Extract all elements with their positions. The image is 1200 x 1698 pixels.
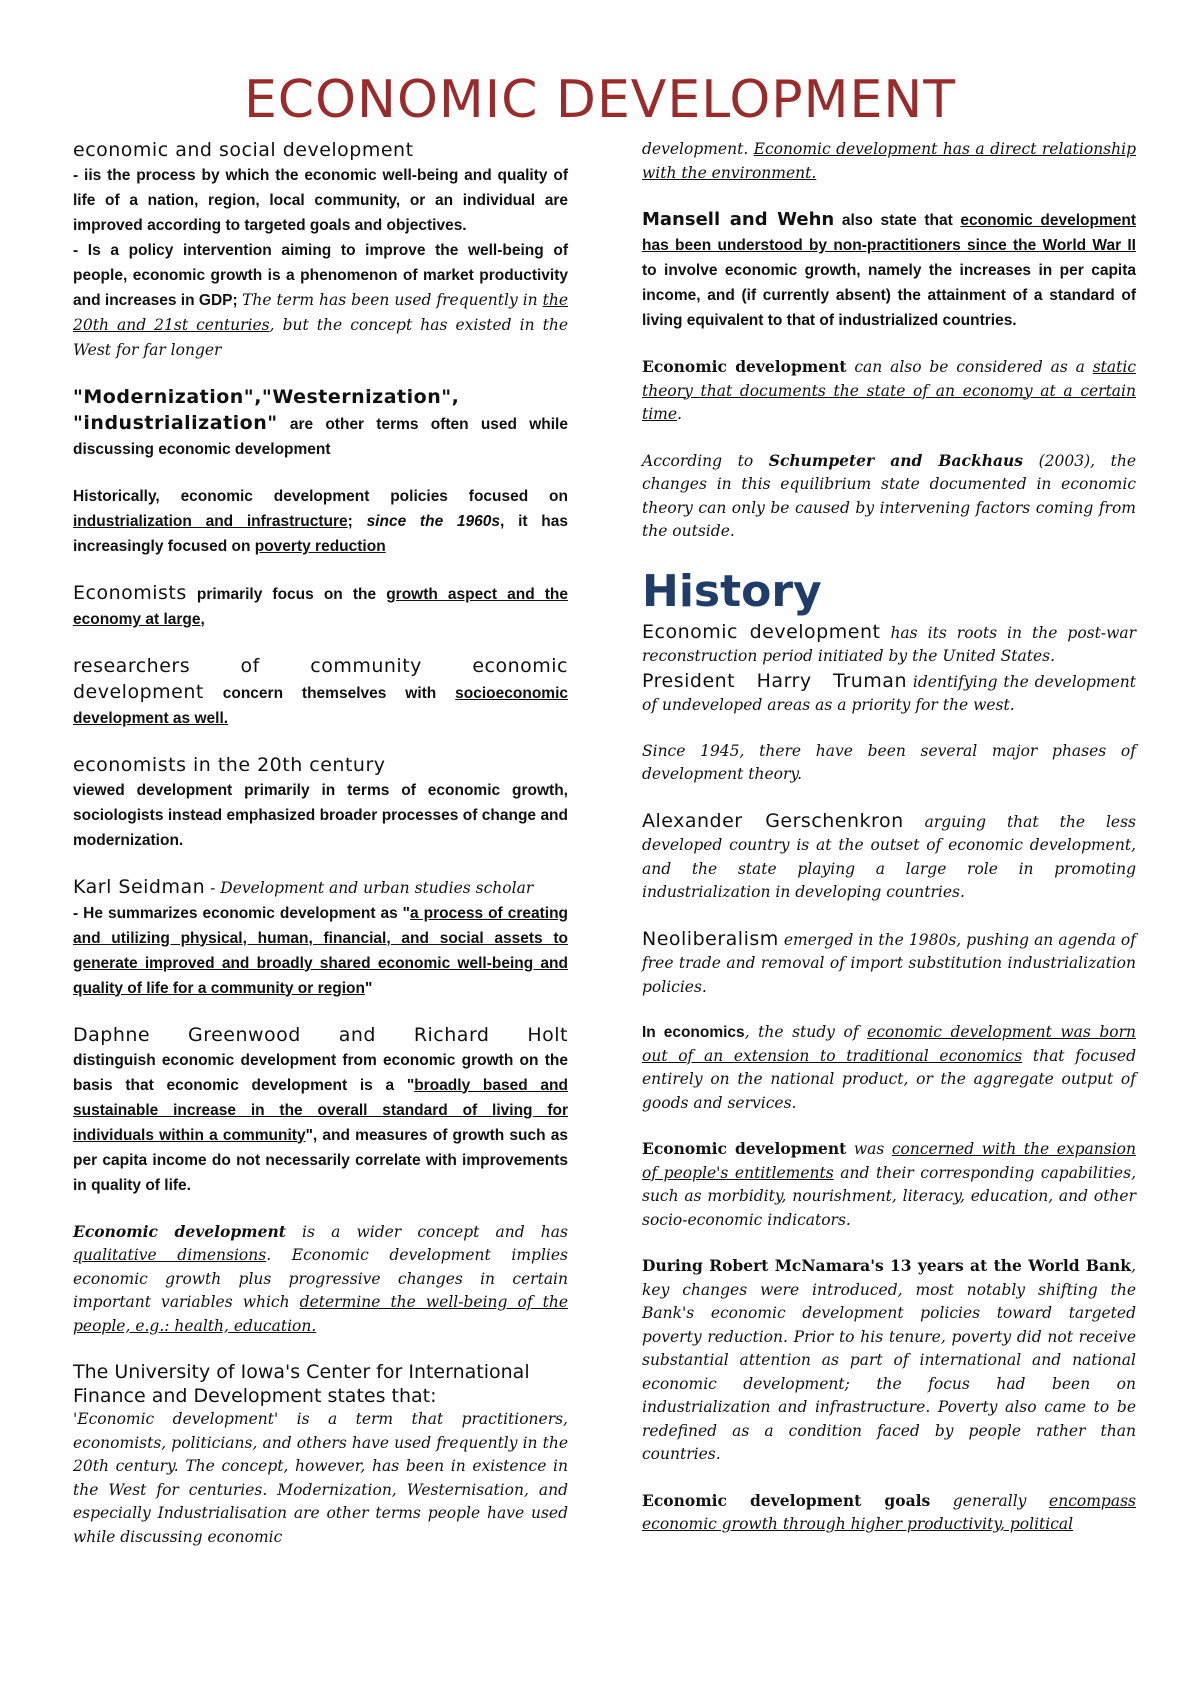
text-run: - iis the process by which the economic well-being and quality of life of a nation, region, local community, or an individual are improved according to targeted goals and objectives. [73,167,568,234]
text-run: , it has increasingly focused on [73,513,568,555]
section-iowa [73,1360,568,1549]
text-run: - Development and urban studies scholar [205,879,534,897]
history-heading: History [642,565,822,617]
section-20th-century [73,753,568,853]
paragraph [642,138,1136,185]
paragraph [73,1220,568,1339]
text-run: Economic development goals [642,1490,931,1510]
section-static-theory [642,355,1136,427]
section-heading: Economists [73,582,187,604]
text-run: can also be considered as a [846,358,1093,376]
section-wider-concept [73,1220,568,1339]
section-since-1945 [642,740,1136,787]
text-run: also state that [834,212,961,229]
section-historically [73,484,568,559]
paragraph [73,163,568,238]
text-run: Schumpeter and Backhaus [768,450,1024,470]
text-run: static theory that documents the state of an economy at a certain time [642,358,1136,423]
section-history [642,566,1136,718]
text-run: qualitative dimensions [73,1246,267,1264]
text-run: was [846,1140,892,1158]
section-heading: economists in the 20th century [73,754,386,776]
paragraph [73,385,568,462]
text-run: primarily focus on the [186,586,387,603]
paragraph [642,809,1136,905]
text-run: determine the well-being of the people, e.g.: health, education. [73,1293,569,1335]
text-run: " [364,979,373,997]
paragraph [642,1021,1136,1115]
text-run: broadly based and sustainable increase in the overall standard of living for individuals within a community [73,1076,568,1144]
text-run: (2003), the changes in this equilibrium state documented in economic theory can only be caused by intervening factors coming from the outside. [642,451,1136,540]
page-title: ECONOMIC DEVELOPMENT [243,70,957,130]
text-run: the 20th and 21st centuries [73,291,568,334]
text-run: growth aspect and the economy at large, [73,586,568,628]
text-run: identifying the development of undeveloped areas as a priority for the west. [642,672,1137,714]
text-run: Economic development has a direct relationship with the environment. [642,140,1136,182]
text-run: has its roots in the post-war reconstruction period initiated by the United States. [642,623,1136,665]
paragraph [73,654,568,731]
section-heading: Economic development [642,620,881,643]
text-run: and their corresponding capabilities, such as morbidity, nourishment, literacy, education, and other socio-economic indicators. [642,1163,1136,1229]
section-goals [642,1489,1136,1537]
paragraph [642,1254,1136,1467]
section-heading: researchers of community economic development [73,655,568,703]
text-run: distinguish economic development from economic growth on the basis that economic development is a " [73,1051,568,1094]
paragraph: 'Economic development' is a term that practitioners, economists, politicians, and others have used frequently in the 20th century. The concept, however, has been in existence in the West for centuries. Modernization, Westernisation, and especially Industrialisation are other terms people have used while discussing economic [73,1410,568,1546]
text-run: - He summarizes economic development as " [73,904,411,922]
right-column [642,138,1136,1559]
section-greenwood-holt [73,1023,568,1198]
text-run: , key changes were introduced, most notably shifting the Bank's economic development policies toward targeted poverty reduction. Prior to his tenure, poverty did not receive substantial attention as part of international and national economic development; the focus had been on industrialization and infrastructure. Poverty also came to be redefined as a condition faced by people rather than countries. [642,1257,1136,1463]
text-run: a process of creating and utilizing physical, human, financial, and social assets to generate improved and broadly shared economic well-being and quality of life for a community or region [73,904,568,997]
text-run: economic development has been understood by non-practitioners since the World War II [642,212,1137,254]
section-neoliberalism [642,927,1136,1000]
section-heading: Daphne Greenwood and Richard Holt [73,1023,568,1046]
text-run: generally [930,1491,1050,1510]
text-run: economic development was born out of an extension to traditional economics [642,1023,1137,1065]
text-run: is a wider concept and has [285,1222,568,1241]
paragraph [642,669,1136,718]
paragraph [73,484,568,559]
section-economists [73,581,568,632]
text-run: , but the concept has existed in the West for far longer [73,316,568,359]
paragraph [642,927,1136,1000]
text-run: In economics [642,1024,745,1041]
text-run: Economic development [73,1221,286,1241]
paragraph [642,207,1136,333]
text-run: are other terms often used while discussing economic development [73,416,568,458]
text-run: concern themselves with [203,685,456,702]
text-run: to involve economic growth, namely the increases in per capita income, and (if currently absent) the attainment of a standard of living equivalent to that of industrialized countries. [642,262,1136,329]
section-seidman [73,875,568,1001]
section-continued [642,138,1136,185]
paragraph [73,875,568,901]
text-run: According to [642,451,769,470]
paragraph: Since 1945, there have been several major phases of development theory. [642,741,1136,783]
section-entitlements [642,1137,1136,1232]
text-run: development. [642,140,754,158]
paragraph [73,901,568,1001]
paragraph [642,620,1136,669]
text-run: concerned with the expansion of people's entitlements [642,1140,1136,1182]
section-heading: Alexander Gerschenkron [642,809,904,832]
section-mcnamara [642,1254,1136,1467]
paragraph [642,1489,1136,1537]
paragraph [73,238,568,363]
text-run: ", and measures of growth such as per capita income do not necessarily correlate with improvements in quality of life. [73,1126,568,1194]
text-run: ; [347,513,367,530]
text-run: - Is a policy intervention aiming to improve the well-being of people, economic growth is a phenomenon of market productivity and increases in GDP; [73,242,568,309]
section-gerschenkron [642,809,1136,905]
left-column [73,138,568,1571]
text-run: During Robert McNamara's 13 years at the World Bank [642,1256,1132,1275]
section-heading: Mansell and Wehn [642,209,835,230]
paragraph [642,449,1136,544]
text-run: Economic development [642,1139,847,1158]
text-run: , the study of [744,1023,868,1041]
section-mansell-wehn [642,207,1136,333]
text-run: industrialization and infrastructure [73,513,348,530]
text-run: that focused entirely on the national product, or the aggregate output of goods and services. [642,1046,1136,1112]
text-run: emerged in the 1980s, pushing an agenda of free trade and removal of import substitution industrialization policies. [642,930,1136,996]
section-economic-social-development [73,138,568,363]
section-heading: The University of Iowa's Center for International Finance and Development states that: [73,1361,530,1407]
text-run: . Economic development implies economic growth plus progressive changes in certain important variables which [73,1246,568,1311]
section-researchers [73,654,568,731]
section-in-economics [642,1021,1136,1115]
paragraph [73,1048,568,1198]
section-heading: Neoliberalism [642,927,779,950]
paragraph [642,355,1136,427]
text-run: Economic development [642,357,847,376]
text-run: since the 1960s [366,513,501,530]
section-heading: economic and social development [73,139,414,161]
paragraph [642,1137,1136,1232]
section-heading: President Harry Truman [642,669,907,692]
text-run: Historically, economic development policies focused on [73,488,568,505]
section-schumpeter [642,449,1136,544]
text-run: encompass economic growth through higher productivity, political [642,1491,1136,1533]
section-heading: "Modernization","Westernization", "industrialization" [73,386,460,434]
text-run: . [677,405,682,423]
section-heading: Karl Seidman [73,876,206,898]
text-run: socioeconomic development as well. [73,685,568,727]
section-modernization [73,385,568,462]
paragraph [73,581,568,632]
text-run: arguing that the less developed country is at the outset of economic development, and the state playing a large role in promoting industrialization in developing countries. [642,812,1136,901]
paragraph: viewed development primarily in terms of economic growth, sociologists instead emphasized broader processes of change and modernization. [73,782,568,849]
text-run: The term has been used frequently in [242,291,543,309]
text-run: poverty reduction [254,538,386,555]
